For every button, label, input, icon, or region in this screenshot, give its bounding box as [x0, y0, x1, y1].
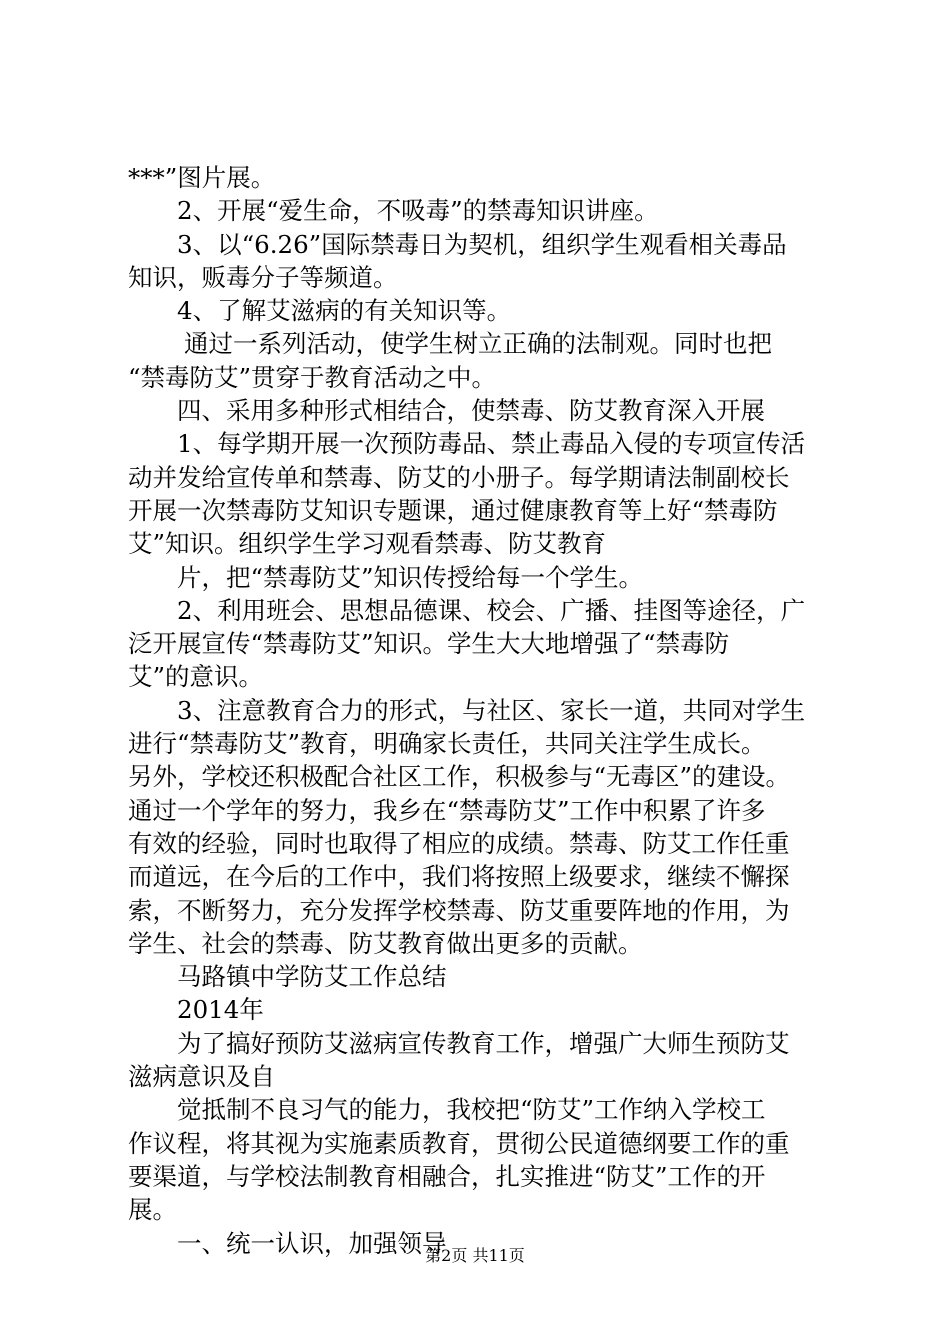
- text-line: 为了搞好预防艾滋病宣传教育工作，增强广大师生预防艾: [177, 1028, 790, 1058]
- page-footer: [0, 1246, 950, 1266]
- text-line: ***”图片展。: [128, 163, 276, 192]
- text-line: 片，把“禁毒防艾”知识传授给每一个学生。: [177, 562, 644, 592]
- document-year: 2014年: [177, 995, 264, 1025]
- document-body: [128, 161, 828, 1260]
- text-line: 滋病意识及自: [128, 1062, 275, 1092]
- section-heading: 四、采用多种形式相结合，使禁毒、防艾教育深入开展: [177, 396, 765, 426]
- text-line: 2、开展“爱生命，不吸毒”的禁毒知识讲座。: [177, 196, 659, 226]
- text-line: 2、利用班会、思想品德课、校会、广播、挂图等途径，广: [177, 595, 806, 625]
- text-line: 开展一次禁毒防艾知识专题课，通过健康教育等上好“禁毒防: [128, 495, 778, 525]
- text-line: 知识，贩毒分子等频道。: [128, 262, 398, 292]
- text-line: 艾”的意识。: [128, 662, 264, 692]
- text-line: 有效的经验，同时也取得了相应的成绩。禁毒、防艾工作任重: [128, 828, 790, 858]
- text-line: 要渠道，与学校法制教育相融合，扎实推进“防艾”工作的开: [128, 1161, 766, 1191]
- text-line: 1、每学期开展一次预防毒品、禁止毒品入侵的专项宣传活: [177, 429, 806, 459]
- text-line: 通过一个学年的努力，我乡在“禁毒防艾”工作中积累了许多: [128, 795, 766, 825]
- page-number-label: 第2页 共11页: [425, 1246, 525, 1265]
- text-line: 而道远，在今后的工作中，我们将按照上级要求，继续不懈探: [128, 862, 790, 892]
- text-line: 学生、社会的禁毒、防艾教育做出更多的贡献。: [128, 928, 643, 958]
- text-line: 通过一系列活动，使学生树立正确的法制观。同时也把: [184, 329, 772, 359]
- text-line: “禁毒防艾”贯穿于教育活动之中。: [128, 362, 497, 392]
- text-line: 作议程，将其视为实施素质教育，贯彻公民道德纲要工作的重: [128, 1128, 790, 1158]
- text-line: 艾”知识。组织学生学习观看禁毒、防艾教育: [128, 529, 607, 559]
- text-line: 4、了解艾滋病的有关知识等。: [177, 296, 512, 326]
- text-line: 动并发给宣传单和禁毒、防艾的小册子。每学期请法制副校长: [128, 462, 790, 492]
- text-line: 另外，学校还积极配合社区工作，积极参与“无毒区”的建设。: [128, 762, 791, 792]
- text-line: 展。: [128, 1195, 177, 1225]
- text-line: 索，不断努力，充分发挥学校禁毒、防艾重要阵地的作用，为: [128, 895, 790, 925]
- text-line: 3、以“6.26”国际禁毒日为契机，组织学生观看相关毒品: [177, 229, 787, 259]
- text-line: 泛开展宣传“禁毒防艾”知识。学生大大地增强了“禁毒防: [128, 629, 730, 659]
- section-heading: 一、统一认识，加强领导: [177, 1228, 447, 1258]
- document-title: 马路镇中学防艾工作总结: [177, 962, 447, 992]
- text-line: 3、注意教育合力的形式，与社区、家长一道，共同对学生: [177, 695, 806, 725]
- text-line: 进行“禁毒防艾”教育，明确家长责任，共同关注学生成长。: [128, 729, 766, 759]
- text-line: 觉抵制不良习气的能力，我校把“防艾”工作纳入学校工: [177, 1095, 766, 1125]
